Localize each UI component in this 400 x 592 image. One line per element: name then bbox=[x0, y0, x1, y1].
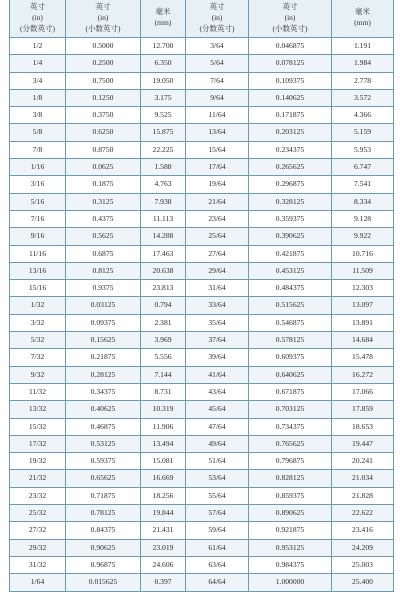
decimal-inch-cell-2: 0.140625 bbox=[249, 89, 332, 106]
millimeter-cell: 0.397 bbox=[141, 574, 186, 591]
fraction-inch-cell-2: 27/64 bbox=[186, 245, 249, 262]
table-row bbox=[10, 72, 394, 89]
millimeter-cell-2: 25.400 bbox=[332, 574, 394, 591]
fraction-inch-cell: 17/32 bbox=[10, 435, 66, 452]
millimeter-cell-2: 7.541 bbox=[332, 176, 394, 193]
millimeter-cell-2: 19.447 bbox=[332, 435, 394, 452]
decimal-inch-cell: 0.4375 bbox=[66, 210, 141, 227]
decimal-inch-cell-2: 0.109375 bbox=[249, 72, 332, 89]
fraction-inch-cell: 1/8 bbox=[10, 89, 66, 106]
decimal-inch-cell: 0.0625 bbox=[66, 159, 141, 176]
millimeter-cell-2: 21.828 bbox=[332, 487, 394, 504]
millimeter-cell: 0.794 bbox=[141, 297, 186, 314]
table-row bbox=[10, 89, 394, 106]
table-row bbox=[10, 38, 394, 55]
decimal-inch-cell: 0.46875 bbox=[66, 418, 141, 435]
table-row bbox=[10, 210, 394, 227]
fraction-inch-cell-2: 37/64 bbox=[186, 332, 249, 349]
table-header bbox=[10, 0, 394, 38]
fraction-inch-cell: 1/4 bbox=[10, 55, 66, 72]
millimeter-cell-2: 9.922 bbox=[332, 228, 394, 245]
decimal-inch-cell-2: 0.234375 bbox=[249, 141, 332, 158]
millimeter-cell: 20.638 bbox=[141, 262, 186, 279]
decimal-inch-cell-2: 0.390625 bbox=[249, 228, 332, 245]
decimal-inch-cell-2: 0.546875 bbox=[249, 314, 332, 331]
fraction-inch-cell-2: 5/64 bbox=[186, 55, 249, 72]
fraction-inch-cell: 11/16 bbox=[10, 245, 66, 262]
decimal-inch-cell-2: 0.703125 bbox=[249, 401, 332, 418]
decimal-inch-cell-2: 0.640625 bbox=[249, 366, 332, 383]
millimeter-cell-2: 8.334 bbox=[332, 193, 394, 210]
decimal-inch-cell: 0.9375 bbox=[66, 280, 141, 297]
header-fraction-inch: 英寸 (in) (分数英寸) bbox=[10, 0, 66, 38]
millimeter-cell-2: 5.953 bbox=[332, 141, 394, 158]
header-decimal-inch-2: 英寸 (in) (小数英寸) bbox=[249, 0, 332, 38]
decimal-inch-cell: 0.7500 bbox=[66, 72, 141, 89]
decimal-inch-cell-2: 0.203125 bbox=[249, 124, 332, 141]
fraction-inch-cell-2: 11/64 bbox=[186, 107, 249, 124]
decimal-inch-cell: 0.6250 bbox=[66, 124, 141, 141]
decimal-inch-cell: 0.015625 bbox=[66, 574, 141, 591]
decimal-inch-cell-2: 1.000000 bbox=[249, 574, 332, 591]
millimeter-cell-2: 4.366 bbox=[332, 107, 394, 124]
decimal-inch-cell: 0.90625 bbox=[66, 539, 141, 556]
millimeter-cell: 8.731 bbox=[141, 383, 186, 400]
millimeter-cell-2: 15.478 bbox=[332, 349, 394, 366]
millimeter-cell: 19.844 bbox=[141, 505, 186, 522]
inch-mm-conversion-table bbox=[9, 0, 394, 592]
fraction-inch-cell: 5/8 bbox=[10, 124, 66, 141]
table-row bbox=[10, 107, 394, 124]
decimal-inch-cell-2: 0.828125 bbox=[249, 470, 332, 487]
fraction-inch-cell-2: 43/64 bbox=[186, 383, 249, 400]
millimeter-cell-2: 13.097 bbox=[332, 297, 394, 314]
decimal-inch-cell: 0.3125 bbox=[66, 193, 141, 210]
decimal-inch-cell-2: 0.890625 bbox=[249, 505, 332, 522]
millimeter-cell: 16.669 bbox=[141, 470, 186, 487]
table-row bbox=[10, 487, 394, 504]
fraction-inch-cell-2: 53/64 bbox=[186, 470, 249, 487]
decimal-inch-cell: 0.40625 bbox=[66, 401, 141, 418]
decimal-inch-cell-2: 0.671875 bbox=[249, 383, 332, 400]
decimal-inch-cell: 0.8750 bbox=[66, 141, 141, 158]
millimeter-cell: 5.556 bbox=[141, 349, 186, 366]
fraction-inch-cell: 29/32 bbox=[10, 539, 66, 556]
fraction-inch-cell-2: 31/64 bbox=[186, 280, 249, 297]
header-fraction-inch-2: 英寸 (in) (分数英寸) bbox=[186, 0, 249, 38]
millimeter-cell-2: 21.034 bbox=[332, 470, 394, 487]
decimal-inch-cell-2: 0.578125 bbox=[249, 332, 332, 349]
decimal-inch-cell-2: 0.609375 bbox=[249, 349, 332, 366]
table-row bbox=[10, 470, 394, 487]
millimeter-cell: 11.113 bbox=[141, 210, 186, 227]
decimal-inch-cell-2: 0.453125 bbox=[249, 262, 332, 279]
millimeter-cell: 2.381 bbox=[141, 314, 186, 331]
fraction-inch-cell-2: 57/64 bbox=[186, 505, 249, 522]
table-row bbox=[10, 349, 394, 366]
table-row bbox=[10, 401, 394, 418]
millimeter-cell-2: 17.859 bbox=[332, 401, 394, 418]
fraction-inch-cell: 11/32 bbox=[10, 383, 66, 400]
table-row bbox=[10, 141, 394, 158]
decimal-inch-cell: 0.34375 bbox=[66, 383, 141, 400]
table-row bbox=[10, 539, 394, 556]
decimal-inch-cell-2: 0.046875 bbox=[249, 38, 332, 55]
millimeter-cell-2: 1.984 bbox=[332, 55, 394, 72]
decimal-inch-cell: 0.96875 bbox=[66, 556, 141, 573]
header-row bbox=[10, 0, 394, 38]
decimal-inch-cell: 0.09375 bbox=[66, 314, 141, 331]
fraction-inch-cell-2: 13/64 bbox=[186, 124, 249, 141]
decimal-inch-cell: 0.59375 bbox=[66, 453, 141, 470]
table-row bbox=[10, 262, 394, 279]
fraction-inch-cell-2: 17/64 bbox=[186, 159, 249, 176]
table-row bbox=[10, 228, 394, 245]
table-row bbox=[10, 556, 394, 573]
millimeter-cell: 19.050 bbox=[141, 72, 186, 89]
table-row bbox=[10, 366, 394, 383]
fraction-inch-cell: 15/32 bbox=[10, 418, 66, 435]
millimeter-cell: 15.875 bbox=[141, 124, 186, 141]
fraction-inch-cell: 3/4 bbox=[10, 72, 66, 89]
decimal-inch-cell-2: 0.359375 bbox=[249, 210, 332, 227]
fraction-inch-cell-2: 15/64 bbox=[186, 141, 249, 158]
fraction-inch-cell-2: 49/64 bbox=[186, 435, 249, 452]
fraction-inch-cell: 9/16 bbox=[10, 228, 66, 245]
fraction-inch-cell: 1/64 bbox=[10, 574, 66, 591]
decimal-inch-cell-2: 0.421875 bbox=[249, 245, 332, 262]
table-row bbox=[10, 332, 394, 349]
table-row bbox=[10, 418, 394, 435]
decimal-inch-cell-2: 0.953125 bbox=[249, 539, 332, 556]
millimeter-cell: 22.225 bbox=[141, 141, 186, 158]
decimal-inch-cell: 0.6875 bbox=[66, 245, 141, 262]
millimeter-cell: 13.494 bbox=[141, 435, 186, 452]
table-row bbox=[10, 505, 394, 522]
fraction-inch-cell: 1/2 bbox=[10, 38, 66, 55]
decimal-inch-cell-2: 0.328125 bbox=[249, 193, 332, 210]
millimeter-cell-2: 17.066 bbox=[332, 383, 394, 400]
table-row bbox=[10, 453, 394, 470]
table-row bbox=[10, 176, 394, 193]
fraction-inch-cell-2: 45/64 bbox=[186, 401, 249, 418]
decimal-inch-cell-2: 0.296875 bbox=[249, 176, 332, 193]
decimal-inch-cell-2: 0.734375 bbox=[249, 418, 332, 435]
millimeter-cell-2: 20.241 bbox=[332, 453, 394, 470]
decimal-inch-cell: 0.3750 bbox=[66, 107, 141, 124]
millimeter-cell-2: 1.191 bbox=[332, 38, 394, 55]
fraction-inch-cell: 3/8 bbox=[10, 107, 66, 124]
fraction-inch-cell: 1/32 bbox=[10, 297, 66, 314]
decimal-inch-cell-2: 0.984375 bbox=[249, 556, 332, 573]
table-row bbox=[10, 297, 394, 314]
decimal-inch-cell: 0.53125 bbox=[66, 435, 141, 452]
millimeter-cell-2: 16.272 bbox=[332, 366, 394, 383]
fraction-inch-cell: 13/32 bbox=[10, 401, 66, 418]
millimeter-cell-2: 9.128 bbox=[332, 210, 394, 227]
decimal-inch-cell-2: 0.171875 bbox=[249, 107, 332, 124]
decimal-inch-cell: 0.78125 bbox=[66, 505, 141, 522]
millimeter-cell-2: 13.891 bbox=[332, 314, 394, 331]
millimeter-cell-2: 10.716 bbox=[332, 245, 394, 262]
millimeter-cell: 14.288 bbox=[141, 228, 186, 245]
millimeter-cell: 6.350 bbox=[141, 55, 186, 72]
decimal-inch-cell-2: 0.265625 bbox=[249, 159, 332, 176]
decimal-inch-cell: 0.5000 bbox=[66, 38, 141, 55]
fraction-inch-cell-2: 23/64 bbox=[186, 210, 249, 227]
fraction-inch-cell: 7/32 bbox=[10, 349, 66, 366]
millimeter-cell: 10.319 bbox=[141, 401, 186, 418]
fraction-inch-cell-2: 55/64 bbox=[186, 487, 249, 504]
fraction-inch-cell-2: 61/64 bbox=[186, 539, 249, 556]
fraction-inch-cell: 7/8 bbox=[10, 141, 66, 158]
millimeter-cell-2: 6.747 bbox=[332, 159, 394, 176]
fraction-inch-cell-2: 7/64 bbox=[186, 72, 249, 89]
fraction-inch-cell-2: 19/64 bbox=[186, 176, 249, 193]
millimeter-cell-2: 23.416 bbox=[332, 522, 394, 539]
fraction-inch-cell: 9/32 bbox=[10, 366, 66, 383]
fraction-inch-cell-2: 25/64 bbox=[186, 228, 249, 245]
millimeter-cell: 21.431 bbox=[141, 522, 186, 539]
table-row bbox=[10, 124, 394, 141]
fraction-inch-cell: 31/32 bbox=[10, 556, 66, 573]
decimal-inch-cell: 0.71875 bbox=[66, 487, 141, 504]
millimeter-cell: 18.256 bbox=[141, 487, 186, 504]
decimal-inch-cell: 0.21875 bbox=[66, 349, 141, 366]
decimal-inch-cell-2: 0.765625 bbox=[249, 435, 332, 452]
table-row bbox=[10, 193, 394, 210]
fraction-inch-cell: 15/16 bbox=[10, 280, 66, 297]
decimal-inch-cell: 0.1875 bbox=[66, 176, 141, 193]
fraction-inch-cell-2: 51/64 bbox=[186, 453, 249, 470]
decimal-inch-cell: 0.84375 bbox=[66, 522, 141, 539]
decimal-inch-cell: 0.03125 bbox=[66, 297, 141, 314]
decimal-inch-cell: 0.15625 bbox=[66, 332, 141, 349]
millimeter-cell-2: 12.303 bbox=[332, 280, 394, 297]
fraction-inch-cell-2: 39/64 bbox=[186, 349, 249, 366]
decimal-inch-cell-2: 0.796875 bbox=[249, 453, 332, 470]
table-row bbox=[10, 435, 394, 452]
decimal-inch-cell-2: 0.078125 bbox=[249, 55, 332, 72]
fraction-inch-cell-2: 59/64 bbox=[186, 522, 249, 539]
fraction-inch-cell: 3/32 bbox=[10, 314, 66, 331]
millimeter-cell: 9.525 bbox=[141, 107, 186, 124]
fraction-inch-cell-2: 33/64 bbox=[186, 297, 249, 314]
decimal-inch-cell: 0.8125 bbox=[66, 262, 141, 279]
millimeter-cell: 12.700 bbox=[141, 38, 186, 55]
table-body bbox=[10, 38, 394, 592]
fraction-inch-cell-2: 41/64 bbox=[186, 366, 249, 383]
fraction-inch-cell: 5/16 bbox=[10, 193, 66, 210]
fraction-inch-cell: 21/32 bbox=[10, 470, 66, 487]
fraction-inch-cell: 23/32 bbox=[10, 487, 66, 504]
fraction-inch-cell: 3/16 bbox=[10, 176, 66, 193]
fraction-inch-cell-2: 35/64 bbox=[186, 314, 249, 331]
header-decimal-inch: 英寸 (in) (小数英寸) bbox=[66, 0, 141, 38]
millimeter-cell: 7.938 bbox=[141, 193, 186, 210]
fraction-inch-cell-2: 29/64 bbox=[186, 262, 249, 279]
fraction-inch-cell: 13/16 bbox=[10, 262, 66, 279]
millimeter-cell: 1.588 bbox=[141, 159, 186, 176]
fraction-inch-cell: 7/16 bbox=[10, 210, 66, 227]
decimal-inch-cell: 0.28125 bbox=[66, 366, 141, 383]
decimal-inch-cell-2: 0.921875 bbox=[249, 522, 332, 539]
millimeter-cell-2: 3.572 bbox=[332, 89, 394, 106]
fraction-inch-cell: 19/32 bbox=[10, 453, 66, 470]
fraction-inch-cell: 1/16 bbox=[10, 159, 66, 176]
fraction-inch-cell: 5/32 bbox=[10, 332, 66, 349]
millimeter-cell: 11.906 bbox=[141, 418, 186, 435]
decimal-inch-cell: 0.1250 bbox=[66, 89, 141, 106]
millimeter-cell: 17.463 bbox=[141, 245, 186, 262]
fraction-inch-cell-2: 47/64 bbox=[186, 418, 249, 435]
millimeter-cell: 23.019 bbox=[141, 539, 186, 556]
fraction-inch-cell: 27/32 bbox=[10, 522, 66, 539]
table-row bbox=[10, 574, 394, 591]
millimeter-cell: 23.813 bbox=[141, 280, 186, 297]
decimal-inch-cell-2: 0.484375 bbox=[249, 280, 332, 297]
millimeter-cell: 3.969 bbox=[141, 332, 186, 349]
header-millimeter: 毫米 (mm) bbox=[141, 0, 186, 38]
table-row bbox=[10, 383, 394, 400]
fraction-inch-cell-2: 9/64 bbox=[186, 89, 249, 106]
millimeter-cell-2: 25.003 bbox=[332, 556, 394, 573]
table-row bbox=[10, 522, 394, 539]
millimeter-cell-2: 11.509 bbox=[332, 262, 394, 279]
table-row bbox=[10, 55, 394, 72]
millimeter-cell-2: 22.622 bbox=[332, 505, 394, 522]
fraction-inch-cell-2: 63/64 bbox=[186, 556, 249, 573]
millimeter-cell-2: 14.684 bbox=[332, 332, 394, 349]
fraction-inch-cell-2: 64/64 bbox=[186, 574, 249, 591]
fraction-inch-cell-2: 21/64 bbox=[186, 193, 249, 210]
decimal-inch-cell: 0.5625 bbox=[66, 228, 141, 245]
decimal-inch-cell-2: 0.515625 bbox=[249, 297, 332, 314]
table-row bbox=[10, 159, 394, 176]
decimal-inch-cell-2: 0.859375 bbox=[249, 487, 332, 504]
millimeter-cell: 24.606 bbox=[141, 556, 186, 573]
millimeter-cell: 4.763 bbox=[141, 176, 186, 193]
fraction-inch-cell: 25/32 bbox=[10, 505, 66, 522]
millimeter-cell: 3.175 bbox=[141, 89, 186, 106]
millimeter-cell-2: 2.778 bbox=[332, 72, 394, 89]
millimeter-cell-2: 5.159 bbox=[332, 124, 394, 141]
table-row bbox=[10, 314, 394, 331]
table-row bbox=[10, 245, 394, 262]
millimeter-cell-2: 24.209 bbox=[332, 539, 394, 556]
millimeter-cell-2: 18.653 bbox=[332, 418, 394, 435]
header-millimeter-2: 毫米 (mm) bbox=[332, 0, 394, 38]
table-row bbox=[10, 280, 394, 297]
millimeter-cell: 7.144 bbox=[141, 366, 186, 383]
decimal-inch-cell: 0.65625 bbox=[66, 470, 141, 487]
millimeter-cell: 15.081 bbox=[141, 453, 186, 470]
decimal-inch-cell: 0.2500 bbox=[66, 55, 141, 72]
fraction-inch-cell-2: 3/64 bbox=[186, 38, 249, 55]
